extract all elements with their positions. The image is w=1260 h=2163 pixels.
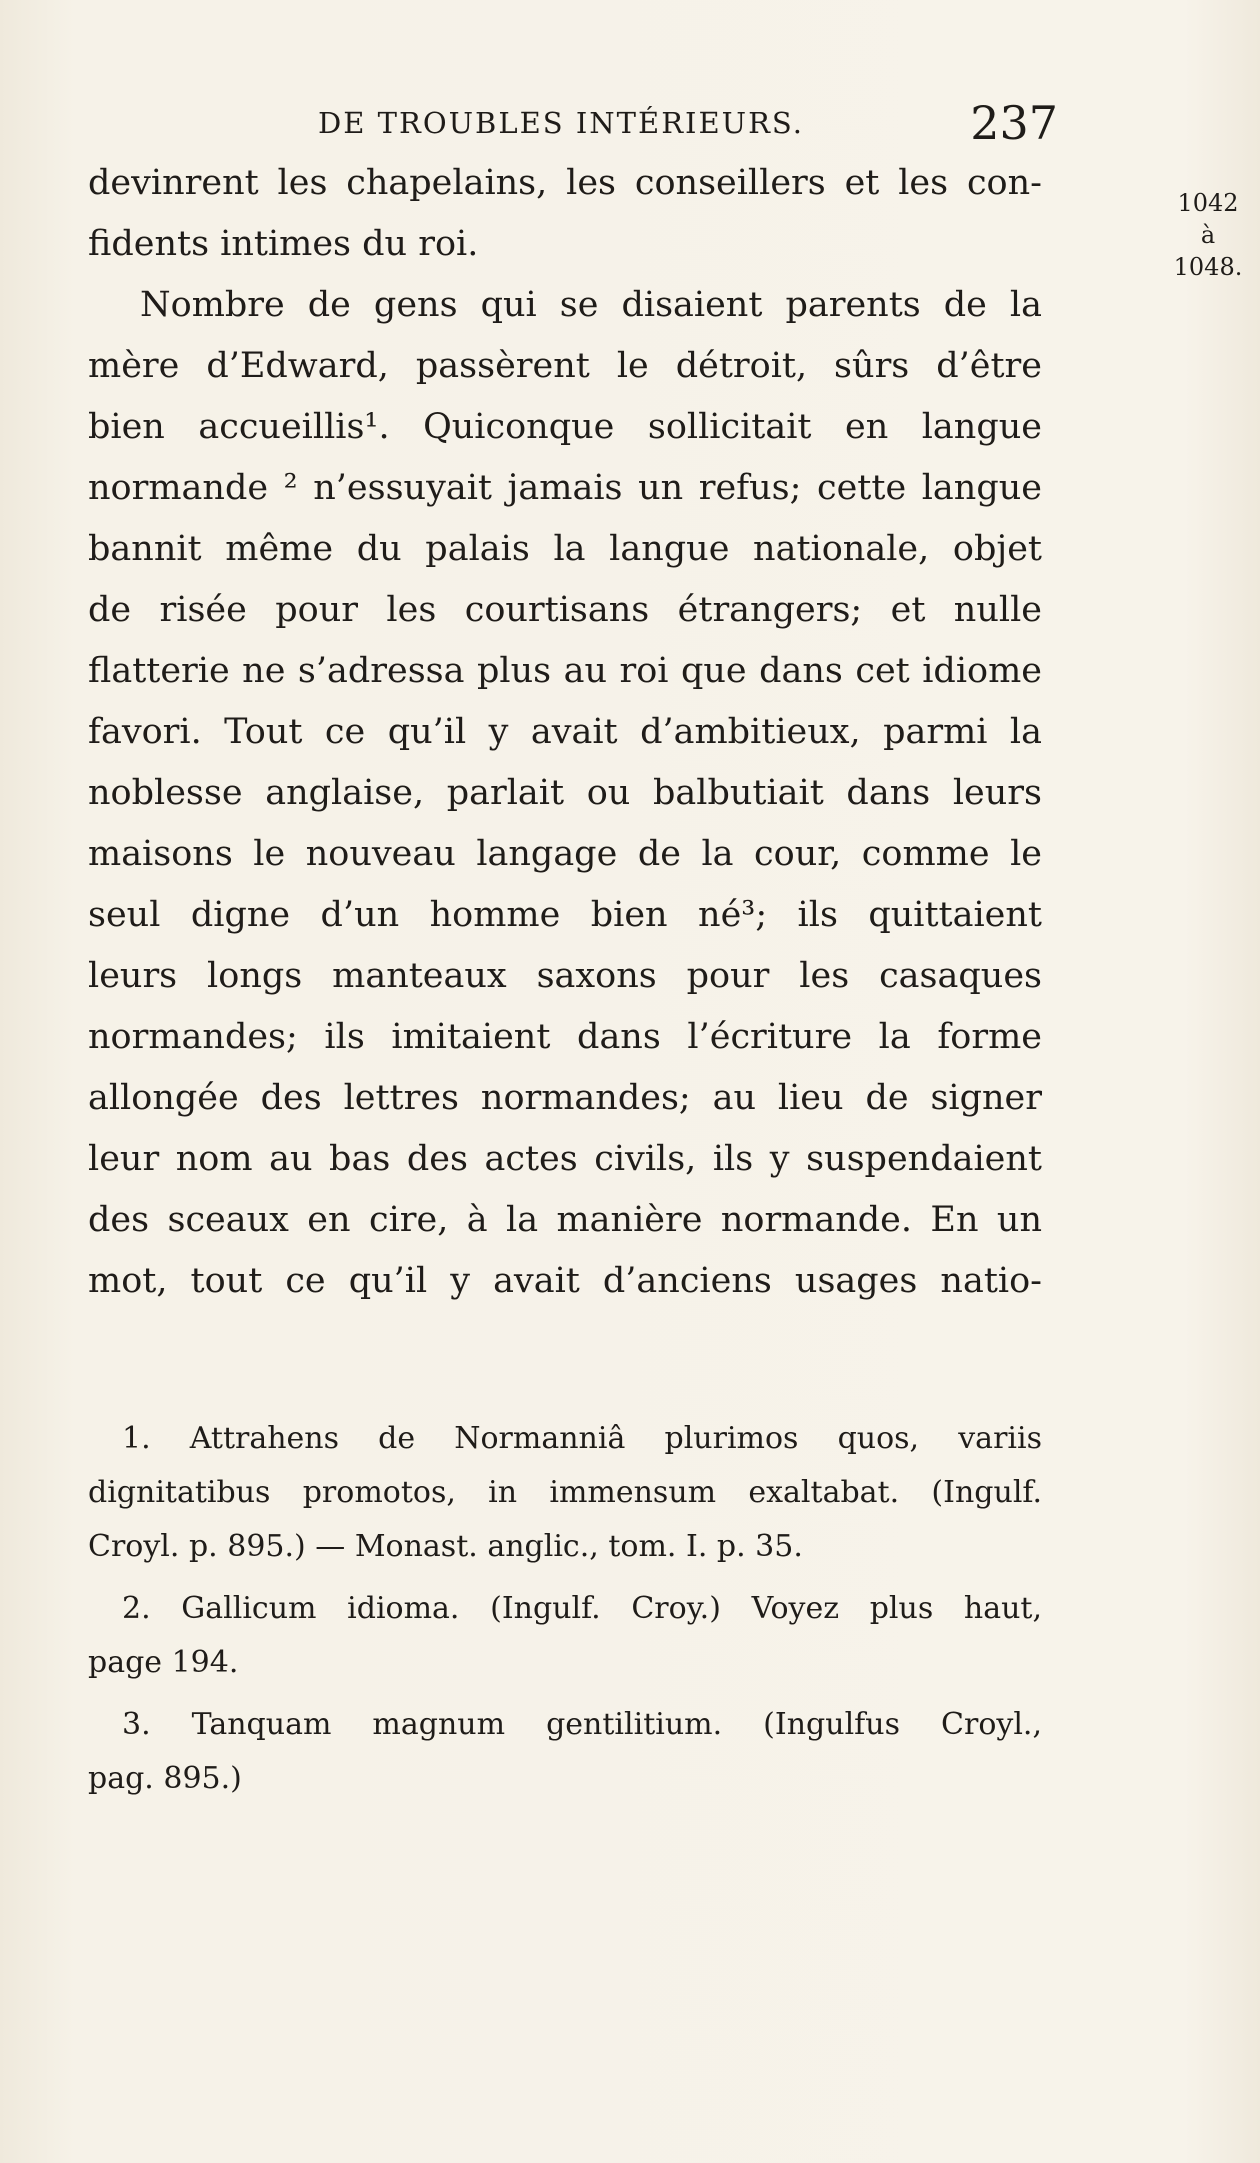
page-number: 237 [970, 96, 1058, 150]
main-text [88, 153, 1042, 1312]
body-line: devinrent les chapelains, les conseillers et les con- [88, 163, 1042, 203]
footnote-line: pag. 895.) [88, 1761, 242, 1796]
body-line: maisons le nouveau langage de la cour, comme le [88, 834, 1042, 874]
body-line: noblesse anglaise, parlait ou balbutiait dans leurs [88, 773, 1042, 813]
body-line: normandes; ils imitaient dans l’écriture la forme [88, 1017, 1042, 1057]
body-line: des sceaux en cire, à la manière normande. En un [88, 1200, 1042, 1240]
body-line: favori. Tout ce qu’il y avait d’ambitieux, parmi la [88, 712, 1042, 752]
margin-date-note [1166, 187, 1250, 283]
margin-date-to: 1048. [1173, 253, 1243, 281]
margin-date-from: 1042 [1177, 189, 1239, 217]
footnotes [88, 1412, 1042, 1806]
page-header [318, 96, 1058, 150]
body-line: bien accueillis¹. Quiconque sollicitait en langue [88, 407, 1042, 447]
body-line: bannit même du palais la langue nationale, objet [88, 529, 1042, 569]
body-line: de risée pour les courtisans étrangers; et nulle [88, 590, 1042, 630]
body-line: seul digne d’un homme bien né³; ils quittaient [88, 895, 1042, 935]
body-line: leurs longs manteaux saxons pour les casaques [88, 956, 1042, 996]
footnote-line: 3. Tanquam magnum gentilitium. (Ingulfus Croyl., [122, 1707, 1042, 1742]
body-line: mère d’Edward, passèrent le détroit, sûrs d’être [88, 346, 1042, 386]
footnote-spacer [88, 1690, 1042, 1698]
running-title: DE TROUBLES INTÉRIEURS. [318, 106, 804, 140]
body-line: Nombre de gens qui se disaient parents de la [140, 285, 1042, 325]
body-line: leur nom au bas des actes civils, ils y suspendaient [88, 1139, 1042, 1179]
body-line: flatterie ne s’adressa plus au roi que dans cet idiome [88, 651, 1042, 691]
footnote-spacer [88, 1574, 1042, 1582]
footnote-line: dignitatibus promotos, in immensum exaltabat. (Ingulf. [88, 1475, 1042, 1510]
footnote-line: 1. Attrahens de Normanniâ plurimos quos, variis [122, 1421, 1042, 1456]
body-line: allongée des lettres normandes; au lieu de signer [88, 1078, 1042, 1118]
footnote-line: page 194. [88, 1645, 239, 1680]
body-line: mot, tout ce qu’il y avait d’anciens usages natio- [88, 1261, 1042, 1301]
footnote-line: 2. Gallicum idioma. (Ingulf. Croy.) Voyez plus haut, [122, 1591, 1042, 1626]
margin-date-connector: à [1200, 221, 1216, 249]
body-line: fidents intimes du roi. [88, 224, 479, 264]
body-line: normande ² n’essuyait jamais un refus; cette langue [88, 468, 1042, 508]
footnote-line: Croyl. p. 895.) — Monast. anglic., tom. I. p. 35. [88, 1529, 803, 1564]
